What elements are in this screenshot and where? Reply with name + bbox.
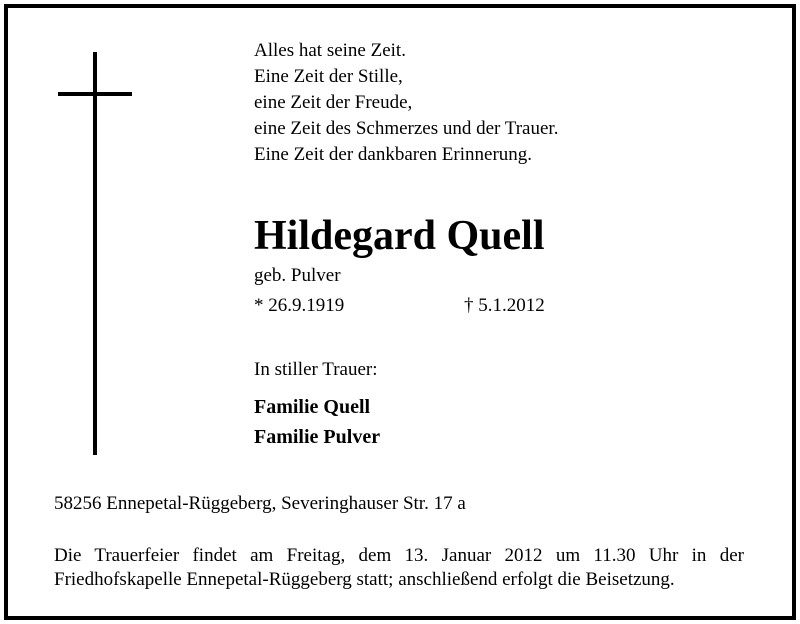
cross-vertical-bar	[93, 52, 97, 455]
poem-line: Eine Zeit der Stille,	[254, 66, 403, 87]
poem-line: eine Zeit des Schmerzes und der Trauer.	[254, 118, 559, 139]
notice-line: Die Trauerfeier findet am Freitag, dem 13. Januar 2012 um 11.30 Uhr in der	[54, 545, 744, 566]
poem-line: eine Zeit der Freude,	[254, 92, 413, 113]
mourner-families	[254, 392, 380, 452]
birth-name: geb. Pulver	[254, 265, 341, 286]
address: 58256 Ennepetal-Rüggeberg, Severinghauser Str. 17 a	[54, 493, 466, 514]
family-name: Familie Pulver	[254, 426, 381, 448]
poem-line: Alles hat seine Zeit.	[254, 40, 406, 61]
mourning-label: In stiller Trauer:	[254, 359, 378, 380]
funeral-notice	[54, 544, 744, 592]
notice-line: Friedhofskapelle Ennepetal-Rüggeberg statt; anschließend erfolgt die Beisetzung.	[54, 569, 675, 590]
obituary-notice	[4, 4, 796, 620]
poem	[254, 38, 558, 168]
poem-line: Eine Zeit der dankbaren Erinnerung.	[254, 144, 533, 165]
birth-date: * 26.9.1919	[254, 295, 345, 316]
death-date: † 5.1.2012	[464, 295, 545, 316]
cross-horizontal-bar	[58, 92, 132, 96]
deceased-name: Hildegard Quell	[254, 213, 545, 259]
family-name: Familie Quell	[254, 396, 371, 418]
